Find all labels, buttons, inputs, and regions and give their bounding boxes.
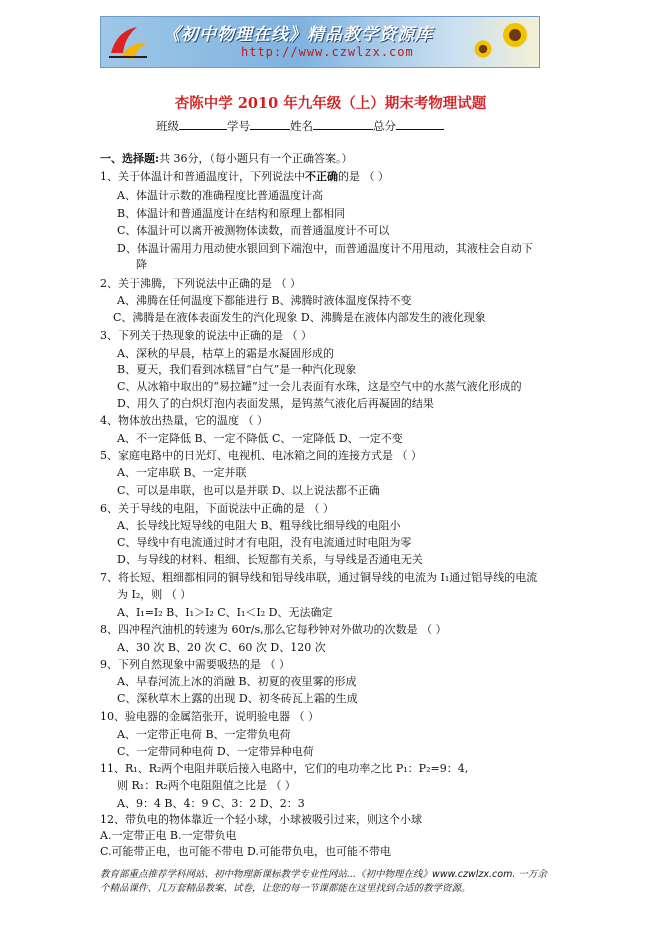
question-line: 12、带负电的物体靠近一个轻小球，小球被吸引过来，则这个小球 xyxy=(100,813,422,826)
question-line: C.可能带正电，也可能不带电 D.可能带负电，也可能不带电 xyxy=(100,845,391,858)
question-line: 降 xyxy=(136,258,147,271)
question-line: A、30 次 B、20 次 C、60 次 D、120 次 xyxy=(117,641,326,654)
question-line: 为 I₂，则 （ ） xyxy=(117,588,192,601)
question-line: A.一定带正电 B.一定带负电 xyxy=(100,829,237,842)
question-line: A、一定带正电荷 B、一定带负电荷 xyxy=(117,728,291,741)
section-note: 共 36分，（每小题只有一个正确答案。） xyxy=(159,152,353,165)
section-heading xyxy=(100,152,353,166)
question-line: A、早春河流上冰的消融 B、初夏的夜里雾的形成 xyxy=(117,675,357,688)
name-blank xyxy=(313,118,373,130)
question-line: A、一定串联 B、一定并联 xyxy=(117,466,247,479)
question-line xyxy=(100,170,389,184)
question-line: C、沸腾是在液体表面发生的汽化现象 D、沸腾是在液体内部发生的液化现象 xyxy=(113,311,486,324)
student-id-blank xyxy=(250,118,290,130)
name-label: 姓名 xyxy=(290,119,313,133)
question-line: 3、下列关于热现象的说法中正确的是 （ ） xyxy=(100,329,312,342)
question-line: A、9：4 B、4：9 C、3：2 D、2：3 xyxy=(117,797,305,810)
question-line: C、从冰箱中取出的“易拉罐”过一会儿表面有水珠，这是空气中的水蒸气液化形成的 xyxy=(117,380,522,393)
question-line: 6、关于导线的电阻，下面说法中正确的是 （ ） xyxy=(100,502,334,515)
question-line: 10、验电器的金属箔张开，说明验电器 （ ） xyxy=(100,710,319,723)
question-tail: 的是 （ ） xyxy=(338,170,389,183)
question-line: 9、下列自然现象中需要吸热的是 （ ） xyxy=(100,658,290,671)
question-line: 7、将长短、粗细都相同的铜导线和铝导线串联，通过铜导线的电流为 I₁通过铝导线的电流 xyxy=(100,571,538,584)
question-line: 5、家庭电路中的日光灯、电视机、电冰箱之间的连接方式是 （ ） xyxy=(100,449,422,462)
class-blank xyxy=(179,118,227,130)
question-line: 2、关于沸腾，下列说法中正确的是 （ ） xyxy=(100,277,301,290)
section-title: 一、选择题: xyxy=(100,152,160,165)
question-line: C、导线中有电流通过时才有电阻，没有电流通过时电阻为零 xyxy=(117,536,412,549)
question-line: 8、四冲程汽油机的转速为 60r/s,那么它每秒钟对外做功的次数是 （ ） xyxy=(100,623,447,636)
exam-title: 杏陈中学 2010 年九年级（上）期末考物理试题 xyxy=(174,95,487,112)
banner-title: 《初中物理在线》精品教学资源库 xyxy=(163,25,433,45)
question-line: D、用久了的白炽灯泡内表面发黑，是钨蒸气液化后再凝固的结果 xyxy=(117,397,434,410)
question-line: D、体温计需用力甩动使水银回到下端泡中，而普通温度计不用甩动，其液柱会自动下 xyxy=(117,242,533,255)
question-line: A、深秋的早晨，枯草上的霜是水凝固形成的 xyxy=(117,347,334,360)
page-footer xyxy=(100,868,547,896)
class-label: 班级 xyxy=(156,119,179,133)
question-line: 4、物体放出热量，它的温度 （ ） xyxy=(100,414,268,427)
question-line: 则 R₁：R₂两个电阻阻值之比是 （ ） xyxy=(117,779,296,792)
question-line: B、体温计和普通温度计在结构和原理上都相同 xyxy=(117,207,346,220)
question-line: 11、R₁、R₂两个电阻并联后接入电路中，它们的电功率之比 P₁：P₂=9：4, xyxy=(100,762,469,775)
question-line: C、体温计可以离开被测物体读数，而普通温度计不可以 xyxy=(117,224,390,237)
site-banner xyxy=(100,16,540,68)
emphasis-text: 不正确 xyxy=(305,170,338,183)
site-logo-icon xyxy=(107,23,149,61)
question-line: B、夏天，我们看到冰糕冒“白气”是一种汽化现象 xyxy=(117,363,357,376)
question-line: A、体温计示数的准确程度比普通温度计高 xyxy=(117,189,323,202)
sunflower-icon xyxy=(501,21,529,49)
question-line: C、深秋草木上露的出现 D、初冬砖瓦上霜的生成 xyxy=(117,692,358,705)
footer-line: 个精品课件、几万套精品教案、试卷，让您的每一节课都能在这里找到合适的教学资源。 xyxy=(100,883,471,894)
question-line: C、一定带同种电荷 D、一定带异种电荷 xyxy=(117,745,314,758)
score-label: 总分 xyxy=(373,119,396,133)
footer-line: 教育部重点推荐学科网站、初中物理新课标教学专业性网站...《初中物理在线》www.czwlzx.com. 一万余 xyxy=(100,869,547,880)
question-line: D、与导线的材料、粗细、长短都有关系，与导线是否通电无关 xyxy=(117,553,423,566)
score-blank xyxy=(396,118,444,130)
banner-url[interactable]: http://www.czwlzx.com xyxy=(241,45,414,59)
question-line: A、I₁=I₂ B、I₁＞I₂ C、I₁＜I₂ D、无法确定 xyxy=(117,606,333,619)
question-line: A、长导线比短导线的电阻大 B、粗导线比细导线的电阻小 xyxy=(117,519,401,532)
question-line: A、不一定降低 B、一定不降低 C、一定降低 D、一定不变 xyxy=(117,432,403,445)
sunflower-icon xyxy=(473,39,493,59)
student-info-line xyxy=(156,118,444,134)
question-line: A、沸腾在任何温度下都能进行 B、沸腾时液体温度保持不变 xyxy=(117,294,412,307)
question-text: 1、关于体温计和普通温度计，下列说法中 xyxy=(100,170,305,183)
question-line: C、可以是串联，也可以是并联 D、以上说法都不正确 xyxy=(117,484,380,497)
student-id-label: 学号 xyxy=(227,119,250,133)
